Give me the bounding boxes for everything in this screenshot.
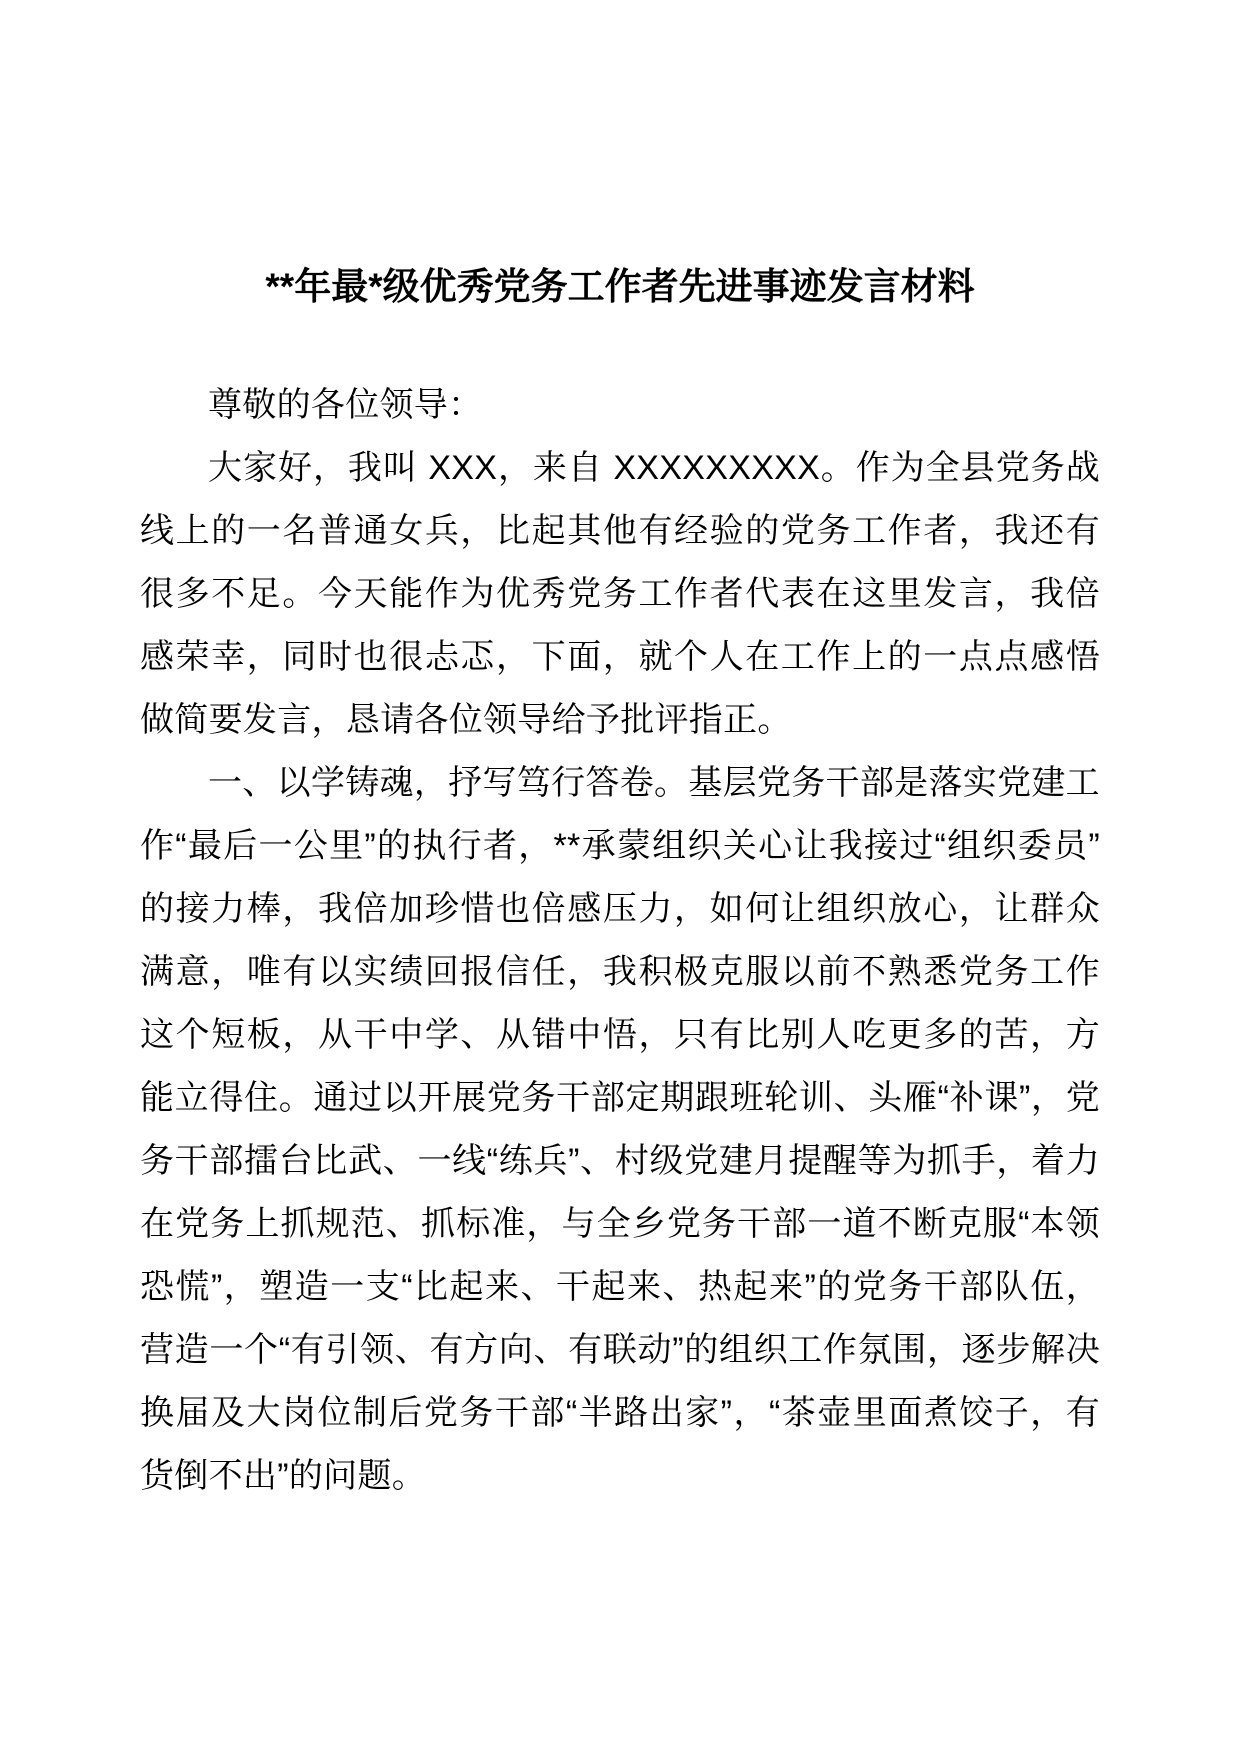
document-title: **年最*级优秀党务工作者先进事迹发言材料 — [265, 266, 975, 307]
section-one-paragraph: 一、以学铸魂，抒写笃行答卷。基层党务干部是落实党建工作“最后一公里”的执行者，**承蒙组织关心让我接过“组织委员”的接力棒，我倍加珍惜也倍感压力，如何让组织放心，让群众满意，唯有以实绩回报信任，我积极克服以前不熟悉党务工作这个短板，从干中学、从错中悟，只有比别人吃更多的苦，方能立得住。通过以开展党务干部定期跟班轮训、头雁“补课”，党务干部擂台比武、一线“练兵”、村级党建月提醒等为抓手，着力在党务上抓规范、抓标准，与全乡党务干部一道不断克服“本领恐慌”，塑造一支“比起来、干起来、热起来”的党务干部队伍，营造一个“有引领、有方向、有联动”的组织工作氛围，逐步解决换届及大岗位制后党务干部“半路出家”，“茶壶里面煮饺子，有货倒不出”的问题。 — [140, 764, 1100, 1495]
intro-paragraph: 大家好，我叫 XXX，来自 XXXXXXXXX。作为全县党务战线上的一名普通女兵，比起其他有经验的党务工作者，我还有很多不足。今天能作为优秀党务工作者代表在这里发言，我倍感荣幸，同时也很忐忑，下面，就个人在工作上的一点点感悟做简要发言，恳请各位领导给予批评指正。 — [140, 449, 1100, 739]
salutation-paragraph: 尊敬的各位领导： — [208, 386, 483, 424]
